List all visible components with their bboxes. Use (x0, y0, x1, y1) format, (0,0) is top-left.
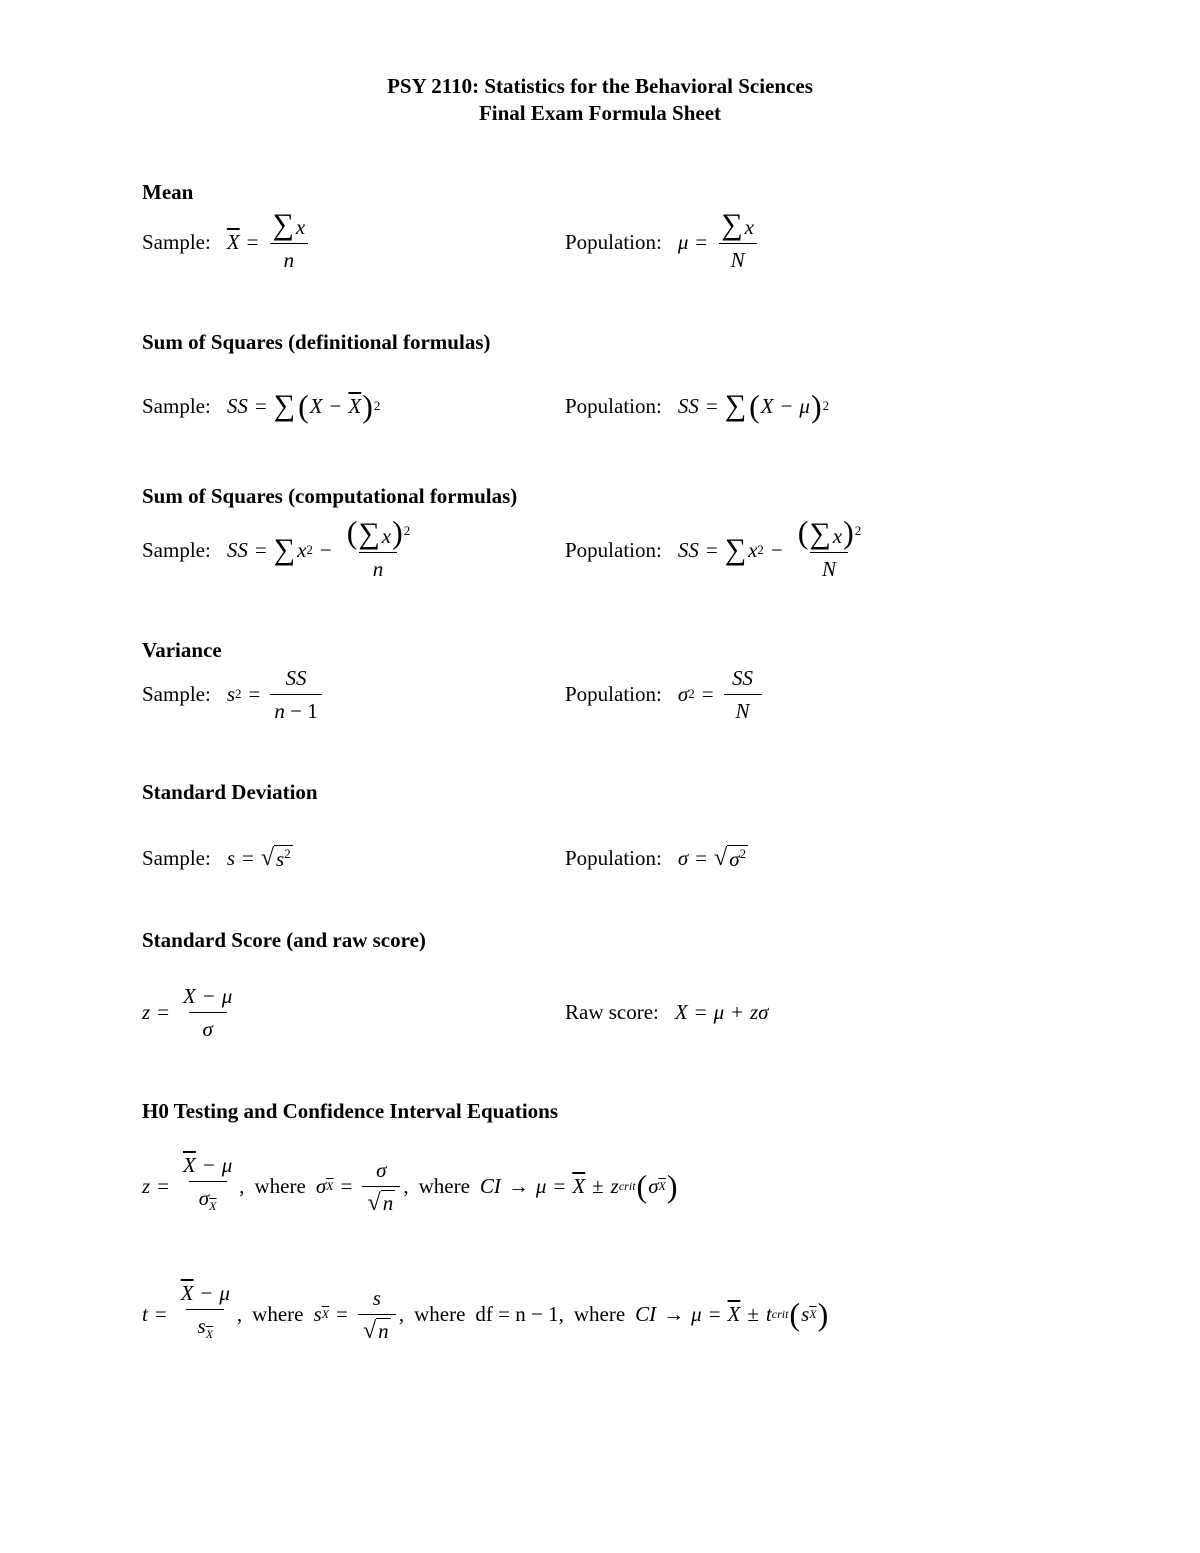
raw-score-formula: Raw score: X = μ + zσ (565, 999, 769, 1024)
page-title: PSY 2110: Statistics for the Behavioral Sciences (387, 74, 813, 98)
sample-label: Sample: (142, 845, 211, 870)
sample-label: Sample: (142, 393, 211, 418)
page-subtitle: Final Exam Formula Sheet (478, 101, 722, 125)
sample-label: Sample: (142, 681, 211, 706)
population-label: Population: (565, 681, 662, 706)
ss-def-sample-formula: Sample: SS = ∑ ( X − $\overline{X}$ ) 2 (142, 388, 381, 424)
population-label: Population: (565, 229, 662, 254)
variance-sample-formula: Sample: s 2 = $\frac{SS}{n - 1}$ (142, 664, 325, 724)
sd-population-formula: Population: σ = √ $\sigma^2$ (565, 844, 747, 871)
ss-def-population-formula: Population: SS = ∑ ( X − μ ) 2 (565, 388, 830, 424)
sd-sample-formula: Sample: s = √ $s^2$ (142, 844, 291, 871)
where-label: where (418, 1173, 470, 1198)
ss-comp-sample-formula: Sample: SS = ∑ x 2 − $\frac{(\sum x)^2}{n}$ (142, 514, 411, 581)
section-heading-variance: Variance (142, 638, 222, 662)
section-heading-h0-testing: H0 Testing and Confidence Interval Equations (142, 1099, 559, 1123)
section-heading-standard-deviation: Standard Deviation (142, 780, 318, 804)
section-heading-ss-definitional: Sum of Squares (definitional formulas) (142, 330, 491, 354)
section-heading-mean: Mean (142, 180, 194, 204)
where-label: where (573, 1301, 626, 1326)
section-heading-standard-score: Standard Score (and raw score) (142, 928, 426, 952)
sample-label: Sample: (142, 537, 211, 562)
t-test-formula: t = $\frac{\overline{X} - \mu}{s_{\overline{X}}}$ , where s $\overline{X}$ = $\frac{s}{√n}$ , where df = n − 1 , where CI → μ = $\overline{X}$ ± t crit ( s $\overline{X}$ ) (142, 1284, 829, 1344)
population-label: Population: (565, 537, 662, 562)
where-label: where (414, 1301, 466, 1326)
where-label: where (252, 1301, 304, 1326)
section-heading-ss-computational: Sum of Squares (computational formulas) (142, 484, 518, 508)
mean-sample-formula: Sample: $\overline{X}$ = $\frac{\sum x}{n}$ (142, 212, 312, 272)
raw-score-label: Raw score: (565, 999, 659, 1024)
population-label: Population: (565, 845, 662, 870)
z-score-formula: z = $\frac{X - \mu}{\sigma}$ (142, 983, 233, 1041)
ss-comp-population-formula: Population: SS = ∑ x 2 − $\frac{(\sum x)^2}{N}$ (565, 514, 862, 581)
z-test-formula: z = $\frac{\overline{X} - \mu}{\sigma_{\overline{X}}}$ , where σ $\overline{X}$ = $\frac{\sigma}{√n}$ , where CI → μ = $\overline{X}$ ± z crit ( σ $\overline{X}$ ) (142, 1156, 679, 1216)
population-label: Population: (565, 393, 662, 418)
degrees-of-freedom: df = n − 1 (475, 1301, 559, 1326)
mean-population-formula: Population: μ = $\frac{\sum x}{N}$ (565, 212, 761, 272)
sample-label: Sample: (142, 229, 211, 254)
variance-population-formula: Population: σ 2 = $\frac{SS}{N}$ (565, 664, 765, 724)
where-label: where (254, 1173, 306, 1198)
